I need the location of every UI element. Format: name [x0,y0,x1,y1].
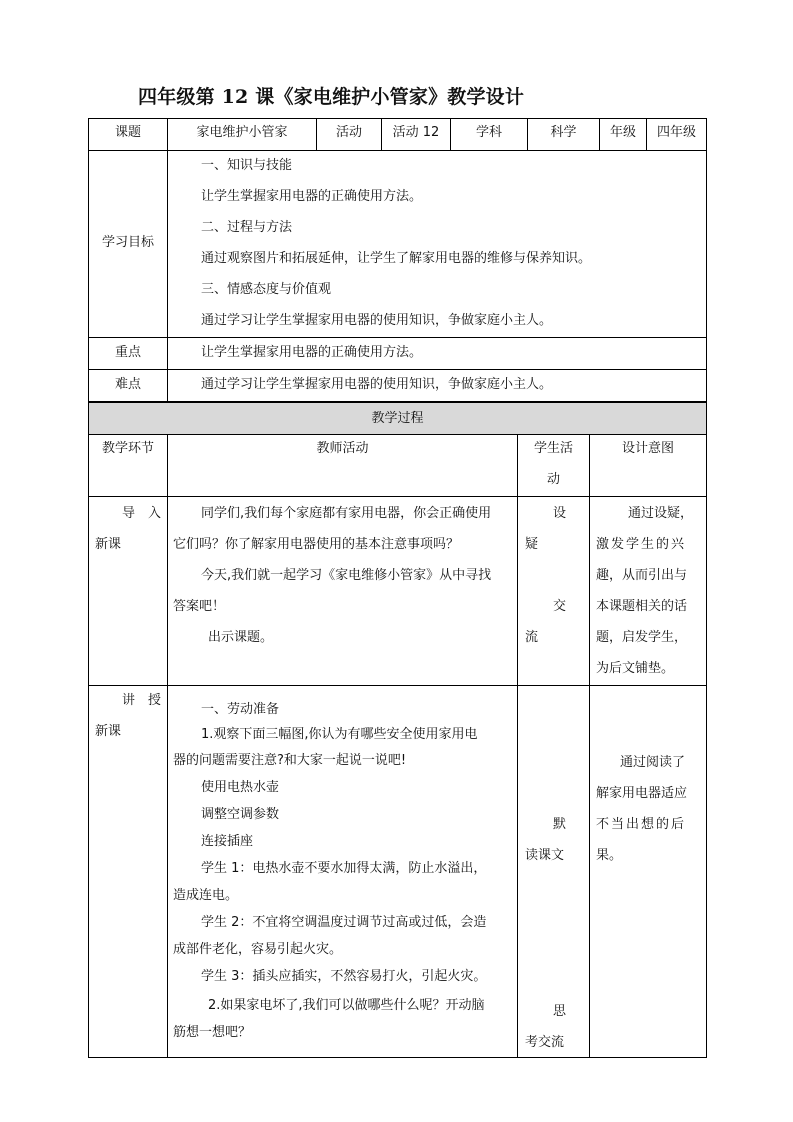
intro-teacher-line: 答案吧！ [173,599,226,614]
teach-teacher-line: 调整空调参数 [201,807,280,822]
topic-value: 家电维护小管家 [196,125,288,140]
teach-teacher-line: 一、劳动准备 [201,702,280,717]
page-title: 四年级第 12 课《家电维护小管家》教学设计 [138,86,525,108]
intro-student: 设 [553,506,567,521]
intro-teacher-line: 同学们,我们每个家庭都有家用电器，你会正确使用 [201,506,492,521]
intro-student: 交 [553,599,567,614]
teach-teacher-line: 使用电热水壶 [201,780,280,795]
teach-teacher-line: 学生 1：电热水壶不要水加得太满，防止水溢出， [201,861,487,876]
intro-stage: 导 入 [122,506,162,521]
intro-intent-line: 趣，从而引出与 [596,568,688,583]
teach-intent-line: 不当出想的后 [596,817,687,832]
teach-stage: 讲 授 [122,693,162,708]
teach-intent-line: 果。 [596,848,623,863]
intro-teacher-line: 它们吗？你了解家用电器使用的基本注意事项吗？ [173,537,460,552]
difficulty-label: 难点 [114,377,141,392]
intro-intent-line: 激发学生的兴 [596,537,687,552]
process-heading: 教学过程 [371,411,424,426]
intro-intent-line: 为后文铺垫。 [596,661,675,676]
column-header-student: 学生活 [533,441,573,456]
column-header-student-cont: 动 [546,472,560,487]
teach-teacher-line: 学生 2：不宜将空调温度过调节过高或过低，会造 [201,915,487,930]
intro-stage: 新课 [95,537,122,552]
column-header-stage: 教学环节 [101,441,154,456]
intro-teacher-line: 今天,我们就一起学习《家电维修小管家》从中寻找 [201,568,492,583]
teach-teacher-line: 器的问题需要注意?和大家一起说一说吧! [173,753,407,768]
intro-intent-line: 题，启发学生， [596,630,688,645]
intro-intent-line: 通过设疑， [628,506,694,521]
intro-student: 流 [525,630,539,645]
teach-student: 读课文 [525,848,565,863]
teach-teacher-line: 成部件老化，容易引起火灾。 [173,942,343,957]
grade-value: 四年级 [656,125,696,140]
objective-line: 二、过程与方法 [201,220,293,235]
objective-line: 一、知识与技能 [201,158,293,173]
column-header-intent: 设计意图 [621,441,674,456]
grade-label: 年级 [609,125,636,140]
intro-intent-line: 本课题相关的话 [596,599,688,614]
objective-line: 让学生掌握家用电器的正确使用方法。 [201,189,423,204]
intro-teacher-line: 出示课题。 [208,630,274,645]
teach-intent-line: 通过阅读了 [620,755,686,770]
objectives-label: 学习目标 [101,235,154,250]
key-point-text: 让学生掌握家用电器的正确使用方法。 [201,345,423,360]
activity-value: 活动 12 [392,125,440,140]
column-header-teacher: 教师活动 [316,441,369,456]
subject-value: 科学 [550,125,577,140]
teach-teacher-line: 连接插座 [201,834,254,849]
teach-teacher-line: 筋想一想吧？ [173,1025,252,1040]
teach-student: 思 [553,1004,567,1019]
objective-line: 通过观察图片和拓展延伸，让学生了解家用电器的维修与保养知识。 [201,251,592,266]
teach-stage: 新课 [95,724,122,739]
teach-teacher-line: 造成连电。 [173,888,239,903]
teach-teacher-line: 2.如果家电坏了,我们可以做哪些什么呢？开动脑 [208,998,485,1013]
objective-line: 三、情感态度与价值观 [201,282,332,297]
objective-line: 通过学习让学生掌握家用电器的使用知识，争做家庭小主人。 [201,313,553,328]
key-point-label: 重点 [114,345,141,360]
teach-intent-line: 解家用电器适应 [596,786,688,801]
teach-student: 默 [553,817,567,832]
activity-label: 活动 [335,125,362,140]
topic-label: 课题 [114,125,141,140]
intro-student: 疑 [525,537,539,552]
teach-teacher-line: 学生 3：插头应插实，不然容易打火，引起火灾。 [201,969,487,984]
teach-teacher-line: 1.观察下面三幅图,你认为有哪些安全使用家用电 [201,727,478,742]
difficulty-text: 通过学习让学生掌握家用电器的使用知识，争做家庭小主人。 [201,377,553,392]
subject-label: 学科 [475,125,502,140]
teach-student: 考交流 [525,1035,565,1050]
